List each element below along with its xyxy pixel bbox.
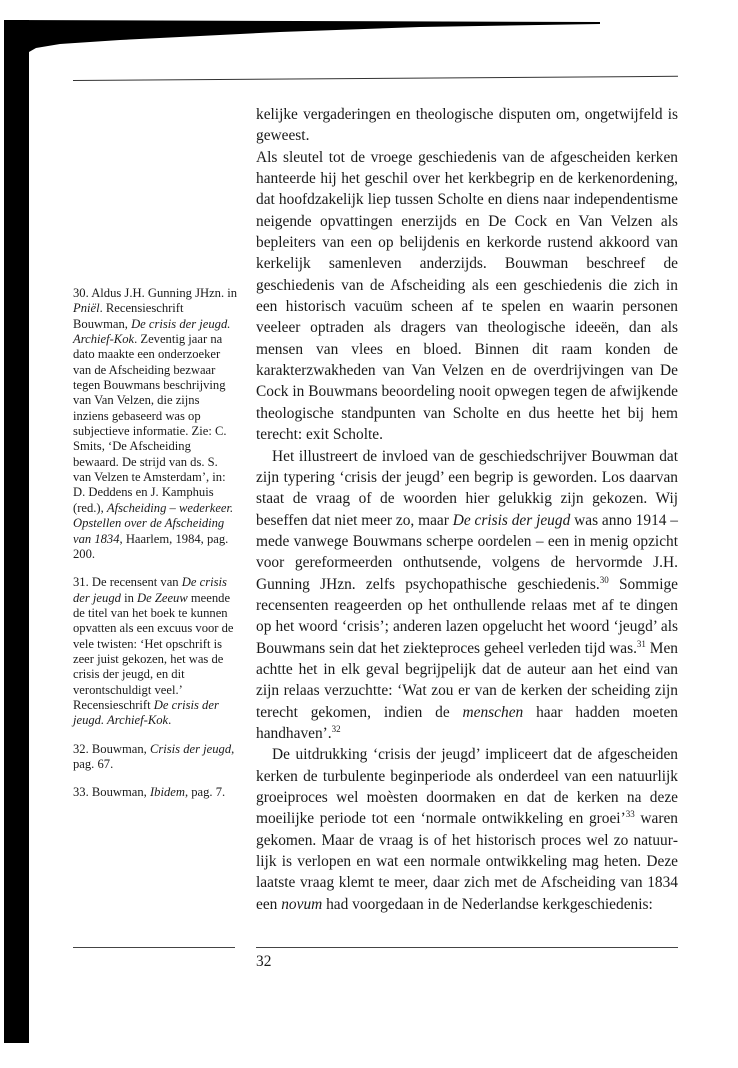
paragraph-3: Het illustreert de invloed van de geschiedschrijver Bouwman dat zijn typering ‘crisis der jeugd’ een begrip is geworden. Los daarvan staat de vraag of de woorden hier gelukkig zijn gekozen. Wij beseffen dat niet meer zo, maar De crisis der jeugd was anno 1914 – mede vanwege Bouwmans scherpe oordelen – een in menig opzicht voor gereformeerden onthutsende, volgens de hervormde J.H. Gunning JHzn. zelfs psychopathische geschiedenis.$^{30}$ Sommige recensenten reageerden op het onthullende relaas met af te dingen op het woord ‘crisis’; anderen lazen opgelucht het woord ‘jeugd’ als Bouwmans sein dat het ziekteproces geheel verleden tijd was.$^{31}$ Men achtte het in elk geval begrijpelijk dat de auteur aan het eind van zijn relaas verzuchtte: ‘Wat zou er van de kerken der scheiding zijn terecht gekomen, indien de menschen haar hadden moeten handhaven’.$^{32}$	[256, 447, 679, 742]
footnote-30: 30. Aldus J.H. Gunning JHzn. in Pniël. Recensieschrift Bouwman, De crisis der jeugd. Archief-Kok. Zeventig jaar na dato maakte een onderzoeker van de Afscheiding bezwaar tegen Bouwmans beschrijving van Van Velzen, die zijns inziens gebaseerd was op subjectieve informatie. Zie: C. Smits, ‘De Afscheiding bewaard. De strijd van ds. S. van Velzen te Amsterdam’, in: D. Deddens en J. Kamphuis (red.), Afscheiding – wederkeer. Opstellen over de Afscheiding van 1834, Haarlem, 1984, pag. 200.	[73, 286, 238, 561]
footnote-32: 32. Bouwman, Crisis der jeugd, pag. 67.	[73, 741, 235, 771]
paragraph-1: kelijke vergaderingen en theologische disputen om, ongetwijfeld is geweest.	[256, 106, 678, 145]
footer-rule-body	[256, 947, 678, 948]
header-rule	[73, 76, 678, 81]
footnote-ref-30[interactable]: 30	[599, 574, 609, 585]
page-number: 32	[256, 953, 272, 970]
footnote-31: 31. De recensent van De crisis der jeugd in De Zeeuw meende de titel van het boek te kunnen opvatten als een excuus voor de vele twisten: ‘Het opschrift is zeer juist gekozen, het was de crisis der jeugd, en dit verontschuldigt veel.’ Recensieschrift De crisis der jeugd. Archief-Kok.	[73, 575, 234, 728]
scan-shadow-top	[0, 0, 738, 60]
margin-notes	[73, 286, 238, 814]
footnote-ref-33[interactable]: 33	[625, 809, 635, 820]
paragraph-2: Als sleutel tot de vroege geschiedenis van de afgescheiden kerken hanteerde hij het geschil over het kerkbegrip en de kerkenordening, dat hoofdzakelijk liep tussen Scholte en diens naar independentisme neigende opvattingen enerzijds en De Cock en Van Velzen als bepleiters van een op belijdenis en kerkorde rustend akkoord van kerkelijk samenleven anderzijds. Bouwman beschreef de geschiedenis van de Afscheiding als een geschiedenis die zich in een historisch vacuüm scheen af te spelen en waarin personen veeleer optraden als dragers van theologische ideeën, dan als mensen van vlees en bloed. Binnen dit raam konden de karakterzwakheden van Van Velzen en de overdrijvingen van De Cock in Bouwmans beoordeling nooit opwegen tegen de afwijkende theologische standpunten van Scholte en dus heette het bij hem terecht: exit Scholte.	[256, 148, 678, 444]
footnote-ref-32[interactable]: 32	[331, 723, 341, 734]
footnote-33: 33. Bouwman, Ibidem, pag. 7.	[73, 785, 226, 800]
scan-shadow-left	[4, 20, 29, 1043]
paragraph-4: De uitdrukking ‘crisis der jeugd’ impliceert dat de afgescheiden kerken de turbulente beginperiode als onderdeel van een natuurlijk groeiproces wel moèsten doormaken en dat de kerken na deze moeilijke periode tot een ‘normale ontwikkeling en groei’$^{33}$ waren gekomen. Maar de vraag is of het historisch proces wel zo natuurlijk is verlopen en wat een normale ontwikkeling mag heten. Deze laatste vraag klemt te meer, daar zich met de Afscheiding van 1834 een novum had voorgedaan in de Nederlandse kerkgeschiedenis:	[256, 746, 678, 913]
footnote-ref-31[interactable]: 31	[636, 638, 646, 649]
footer-rule-notes	[73, 947, 235, 948]
body-text	[256, 104, 678, 915]
